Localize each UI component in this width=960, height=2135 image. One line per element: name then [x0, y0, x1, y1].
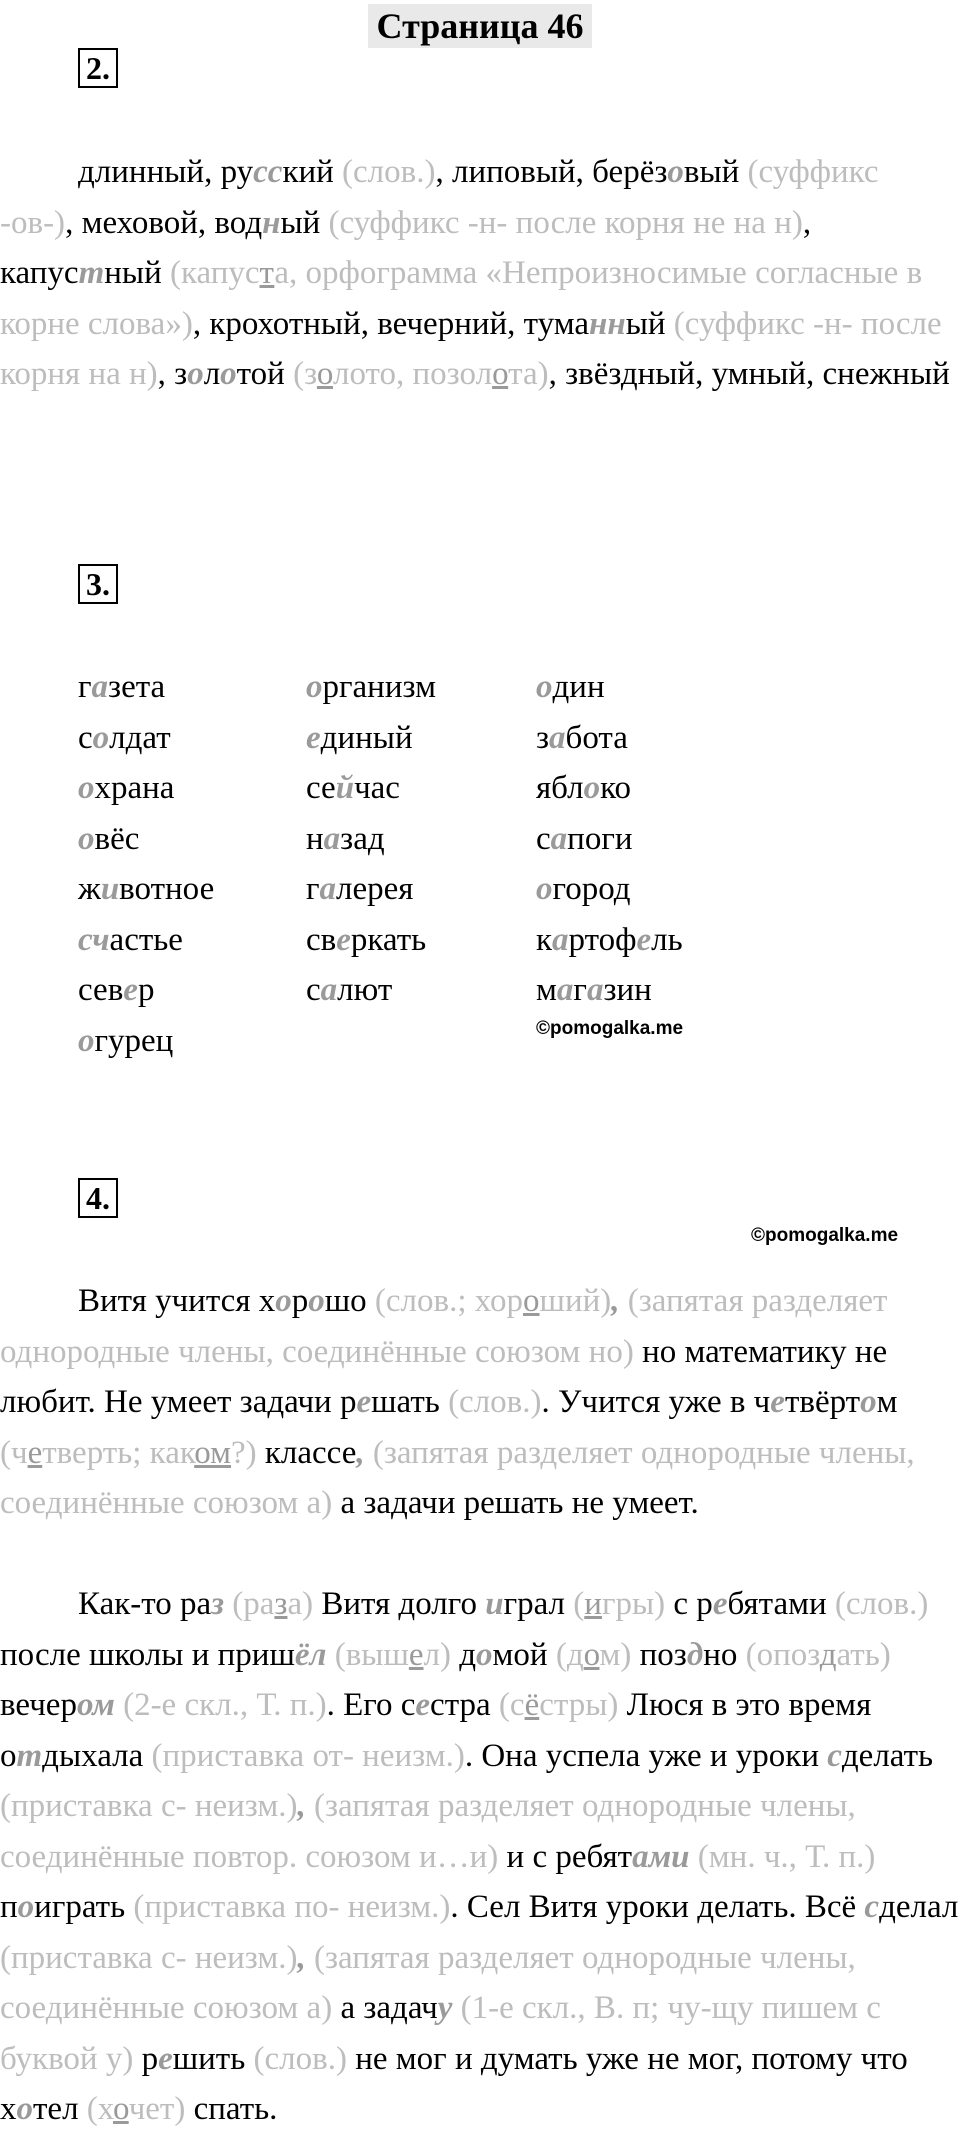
highlighted-letter: е: [158, 2040, 173, 2077]
hint-text: та): [508, 356, 549, 392]
text-segment: спать.: [185, 2091, 278, 2127]
text-segment: с р: [665, 1586, 713, 1622]
highlighted-letter: о: [667, 154, 684, 190]
hint-text: гры): [601, 1586, 666, 1622]
task-2-text: [0, 147, 960, 400]
highlighted-letter: а: [552, 921, 569, 958]
highlighted-letter: е: [356, 1384, 372, 1420]
hint-text: (запятая разделяет однородные члены, соединённые союзом а): [0, 1434, 915, 1521]
hint-text: (запятая разделяет однородные члены, соединённые союзом а): [0, 1939, 856, 2026]
text-segment: кий: [282, 154, 343, 190]
word-item: [536, 915, 683, 966]
text-segment: г: [78, 669, 92, 705]
text-segment: зета: [108, 669, 166, 705]
word-item: [306, 763, 436, 814]
highlighted-letter: н: [262, 204, 281, 241]
hint-text: (мн. ч., Т. п.): [697, 1838, 876, 1875]
highlighted-letter: а: [320, 972, 338, 1008]
word-item: [306, 864, 436, 915]
highlighted-letter: о: [187, 356, 204, 392]
hint-text: ?): [230, 1434, 257, 1471]
hint-text: (з: [293, 356, 317, 392]
highlighted-letter: т: [78, 255, 105, 291]
highlighted-letter: а: [549, 719, 566, 756]
highlighted-letter: о: [78, 1022, 95, 1059]
underlined-letter: о: [583, 1636, 600, 1673]
task-4-paragraph-2: [0, 1579, 960, 2135]
word-item: [536, 763, 683, 814]
highlighted-letter: т: [16, 1737, 43, 1774]
text-segment: Люся в это время о: [0, 1687, 872, 1774]
underlined-letter: з: [274, 1586, 288, 1622]
text-segment: ль: [651, 921, 683, 958]
hint-text: (приставка по- неизм.): [133, 1889, 451, 1925]
text-segment: зин: [603, 972, 652, 1008]
text-segment: а задач: [332, 1990, 438, 2026]
hint-text: (слов.): [448, 1384, 542, 1420]
text-segment: Как-то ра: [78, 1586, 212, 1622]
text-segment: лерея: [336, 871, 414, 907]
highlighted-letter: с: [864, 1889, 880, 1925]
hint-text: а): [287, 1586, 314, 1622]
word-item: [306, 814, 436, 865]
text-segment: шо: [324, 1283, 375, 1319]
highlighted-letter: о: [275, 1283, 292, 1319]
word-item: [306, 713, 436, 764]
text-segment: мой: [492, 1636, 556, 1673]
highlighted-letter: а: [586, 972, 604, 1008]
underlined-letter: о: [492, 356, 509, 392]
text-segment: ж: [78, 871, 101, 907]
hint-text: (слов.): [342, 154, 436, 190]
text-segment: Витя учится х: [78, 1283, 276, 1319]
watermark: ©pomogalka.me: [751, 1225, 899, 1246]
text-segment: [326, 1637, 334, 1673]
word-item: [536, 965, 683, 1016]
text-segment: с: [306, 972, 321, 1008]
text-segment: ркать: [350, 921, 427, 958]
hint-text: (ч: [0, 1434, 28, 1471]
word-item: [536, 864, 683, 915]
word-item: [536, 713, 683, 764]
word-item: [78, 763, 214, 814]
text-segment: ртоф: [568, 921, 637, 958]
text-segment: шить: [172, 2040, 254, 2077]
text-segment: вотное: [119, 871, 215, 907]
text-segment: , звёздный, умный, снежный: [548, 356, 950, 392]
text-segment: , меховой, вод: [65, 204, 263, 241]
text-segment: и с ребят: [498, 1838, 633, 1875]
highlighted-letter: о: [78, 820, 95, 857]
highlighted-letter: нн: [589, 305, 626, 342]
text-segment: вый: [683, 154, 748, 190]
highlighted-letter: о: [583, 770, 601, 806]
text-segment: но математику не любит. Не умеет задачи р: [0, 1333, 888, 1420]
text-segment: [690, 1839, 698, 1875]
word-item: [306, 915, 436, 966]
highlighted-letter: ом: [76, 1687, 115, 1723]
highlighted-letter: сч: [78, 921, 110, 958]
highlighted-letter: ,: [611, 1283, 620, 1319]
highlighted-letter: е: [712, 1586, 728, 1622]
text-segment: твёрт: [784, 1384, 861, 1420]
task-4-paragraph-1: [0, 1276, 960, 1529]
hint-text: (1-е скл., В. п; чу-щу пишем с буквой у): [0, 1990, 881, 2077]
highlighted-letter: ,: [297, 1788, 306, 1824]
underlined-letter: т: [259, 255, 275, 291]
text-segment: дыхала: [42, 1737, 152, 1774]
text-segment: астье: [109, 921, 183, 958]
text-segment: бятами: [727, 1586, 835, 1622]
highlighted-letter: е: [415, 1687, 431, 1723]
text-segment: . Учится уже в ч: [541, 1384, 771, 1420]
highlighted-letter: ами: [632, 1838, 690, 1875]
word-item: [536, 662, 683, 713]
highlighted-letter: о: [220, 356, 237, 392]
text-segment: , з: [157, 356, 188, 392]
text-segment: диный: [320, 719, 413, 756]
word-item: [306, 662, 436, 713]
highlighted-letter: и: [485, 1586, 504, 1622]
text-segment: тел: [33, 2091, 87, 2127]
highlighted-letter: й: [335, 770, 355, 806]
text-segment: м: [536, 972, 557, 1008]
text-segment: длинный, ру: [78, 154, 254, 190]
text-segment: играть: [34, 1889, 134, 1925]
highlighted-letter: е: [770, 1384, 785, 1420]
hint-text: чет): [128, 2091, 186, 2127]
underlined-letter: о: [316, 356, 333, 392]
text-segment: св: [306, 921, 337, 958]
text-segment: город: [552, 871, 631, 907]
text-segment: ый: [625, 305, 674, 342]
hint-text: тверть; как: [42, 1434, 195, 1471]
highlighted-letter: а: [550, 820, 568, 857]
highlighted-letter: е: [636, 921, 652, 958]
text-segment: Витя долго: [313, 1586, 486, 1622]
text-segment: се: [306, 770, 336, 806]
text-segment: стра: [430, 1687, 499, 1723]
text-segment: л: [203, 356, 221, 392]
hint-text: (капус: [169, 255, 260, 291]
text-segment: , крохотный, вечерний, тума: [192, 305, 590, 342]
hint-text: а, орфограмма «Непроизносимые согласные в корне слова»): [0, 255, 923, 342]
word-item: [78, 1016, 214, 1067]
underlined-letter: ё: [524, 1687, 540, 1723]
text-segment: а задачи решать не умеет.: [332, 1485, 699, 1521]
hint-text: л): [423, 1636, 451, 1673]
underlined-letter: и: [584, 1586, 602, 1622]
page-title: Страница 46: [368, 4, 592, 48]
hint-text: стры): [539, 1687, 619, 1723]
text-segment: ный: [104, 255, 170, 291]
text-segment: классе: [256, 1434, 357, 1471]
highlighted-letter: о: [860, 1384, 877, 1420]
task-3-column-2: [306, 662, 436, 1016]
text-segment: м: [876, 1384, 898, 1420]
hint-text: лото, позол: [333, 356, 493, 392]
hint-text: (приставка с- неизм.): [0, 1939, 298, 1976]
hint-text: (запятая разделяет однородные члены, соединённые союзом но): [0, 1283, 888, 1370]
text-segment: но: [703, 1636, 746, 1673]
text-segment: той: [236, 356, 294, 392]
text-segment: лдат: [109, 719, 171, 756]
highlighted-letter: ,: [297, 1939, 306, 1976]
hint-text: (: [573, 1586, 585, 1622]
hint-text: (слов.): [834, 1586, 929, 1622]
highlighted-letter: и: [100, 871, 120, 907]
underlined-letter: е: [408, 1636, 424, 1673]
hint-text: (ра: [232, 1586, 275, 1622]
word-item: [78, 713, 214, 764]
word-item: [78, 915, 214, 966]
hint-text: ший): [539, 1283, 612, 1319]
hint-text: (суффикс -ов-): [0, 154, 879, 241]
highlighted-letter: о: [17, 1889, 35, 1925]
text-segment: р: [137, 972, 155, 1008]
task-4-number: 4.: [78, 1178, 118, 1218]
hint-text: (приставка с- неизм.): [0, 1788, 298, 1824]
hint-text: (выш: [334, 1636, 409, 1673]
highlighted-letter: е: [336, 921, 351, 958]
text-segment: . Сел Витя уроки делать. Всё: [450, 1889, 865, 1925]
underlined-letter: о: [113, 2091, 129, 2127]
hint-text: (суффикс -н- после корня на н): [0, 305, 942, 392]
text-segment: поз: [631, 1636, 687, 1673]
highlighted-letter: о: [306, 669, 323, 705]
text-segment: . Она успела уже и уроки: [464, 1737, 828, 1774]
text-segment: н: [306, 820, 324, 857]
text-segment: ко: [600, 770, 631, 806]
highlighted-letter: о: [476, 1636, 493, 1673]
text-segment: час: [354, 770, 400, 806]
text-segment: после школы и приш: [0, 1636, 295, 1673]
highlighted-letter: е: [306, 719, 321, 756]
text-segment: сев: [78, 972, 124, 1008]
text-segment: с: [78, 719, 93, 756]
word-item: [78, 662, 214, 713]
highlighted-letter: ёл: [294, 1636, 327, 1673]
text-segment: [452, 1990, 460, 2026]
word-item: [306, 965, 436, 1016]
text-segment: . Его с: [326, 1687, 416, 1723]
task-3-number: 3.: [78, 564, 118, 604]
text-segment: вёс: [94, 820, 140, 857]
text-segment: гурец: [94, 1022, 174, 1059]
hint-text: (суффикс -н- после корня не на н): [328, 204, 803, 241]
hint-text: м): [599, 1636, 632, 1673]
highlighted-letter: а: [556, 972, 574, 1008]
word-item: [536, 814, 683, 865]
task-2-number: 2.: [78, 48, 118, 88]
text-segment: ый: [280, 204, 329, 241]
text-segment: [115, 1687, 123, 1723]
hint-text: (опоз: [745, 1636, 820, 1673]
highlighted-letter: ,: [356, 1434, 365, 1471]
highlighted-letter: а: [91, 669, 109, 705]
text-segment: делать: [841, 1737, 934, 1774]
text-segment: д: [450, 1636, 477, 1673]
text-segment: к: [536, 921, 553, 958]
text-segment: не мог и думать уже не мог, потому что х: [0, 2040, 908, 2127]
highlighted-letter: у: [437, 1990, 453, 2026]
hint-text: (х: [86, 2091, 114, 2127]
watermark: ©pomogalka.me: [536, 1018, 684, 1039]
text-segment: шать: [371, 1384, 449, 1420]
text-segment: , капус: [0, 204, 812, 291]
highlighted-letter: е: [123, 972, 138, 1008]
text-segment: храна: [94, 770, 175, 806]
highlighted-letter: о: [92, 719, 110, 756]
hint-text: (запятая разделяет однородные члены, соединённые повтор. союзом и…и): [0, 1788, 856, 1875]
hint-text: (с: [498, 1687, 525, 1723]
text-segment: г: [573, 972, 587, 1008]
word-item: [78, 814, 214, 865]
text-segment: с: [536, 820, 551, 857]
highlighted-letter: а: [319, 871, 337, 907]
hint-text: (2-е скл., Т. п.): [123, 1687, 327, 1723]
highlighted-letter: о: [536, 669, 553, 705]
task-3-column-3: [536, 662, 683, 1016]
text-segment: , липовый, берёз: [435, 154, 668, 190]
hint-text: ать): [836, 1636, 891, 1673]
highlighted-letter: о: [16, 2091, 33, 2127]
word-item: [78, 965, 214, 1016]
task-3-column-1: [78, 662, 214, 1066]
text-segment: р: [133, 2040, 159, 2077]
text-segment: вечер: [0, 1687, 77, 1723]
highlighted-letter: з: [211, 1586, 225, 1622]
hint-text: (слов.): [253, 2040, 347, 2077]
text-segment: делал: [879, 1889, 959, 1925]
highlighted-letter: с: [827, 1737, 842, 1774]
hint-text: (д: [555, 1636, 584, 1673]
text-segment: дин: [552, 669, 605, 705]
text-segment: з: [536, 719, 550, 756]
highlighted-letter: о: [78, 770, 95, 806]
highlighted-letter: о: [536, 871, 553, 907]
text-segment: лют: [337, 972, 393, 1008]
word-item: [78, 864, 214, 915]
text-segment: бота: [565, 719, 628, 756]
text-segment: зад: [340, 820, 385, 857]
highlighted-letter: сс: [253, 154, 283, 190]
hint-text: (приставка от- неизм.): [151, 1737, 465, 1774]
underlined-letter: ом: [194, 1434, 231, 1471]
text-segment: ябл: [536, 770, 584, 806]
highlighted-letter: а: [323, 820, 341, 857]
text-segment: поги: [567, 820, 633, 857]
text-segment: г: [306, 871, 320, 907]
highlighted-letter: д: [686, 1636, 704, 1673]
underlined-letter: е: [27, 1434, 43, 1471]
highlighted-letter: о: [308, 1283, 325, 1319]
text-segment: рганизм: [322, 669, 436, 705]
hint-text: (слов.; хор: [374, 1283, 524, 1319]
text-segment: грал: [503, 1586, 574, 1622]
text-segment: п: [0, 1889, 18, 1925]
underlined-letter: д: [819, 1636, 837, 1673]
underlined-letter: о: [523, 1283, 540, 1319]
text-segment: р: [291, 1283, 309, 1319]
